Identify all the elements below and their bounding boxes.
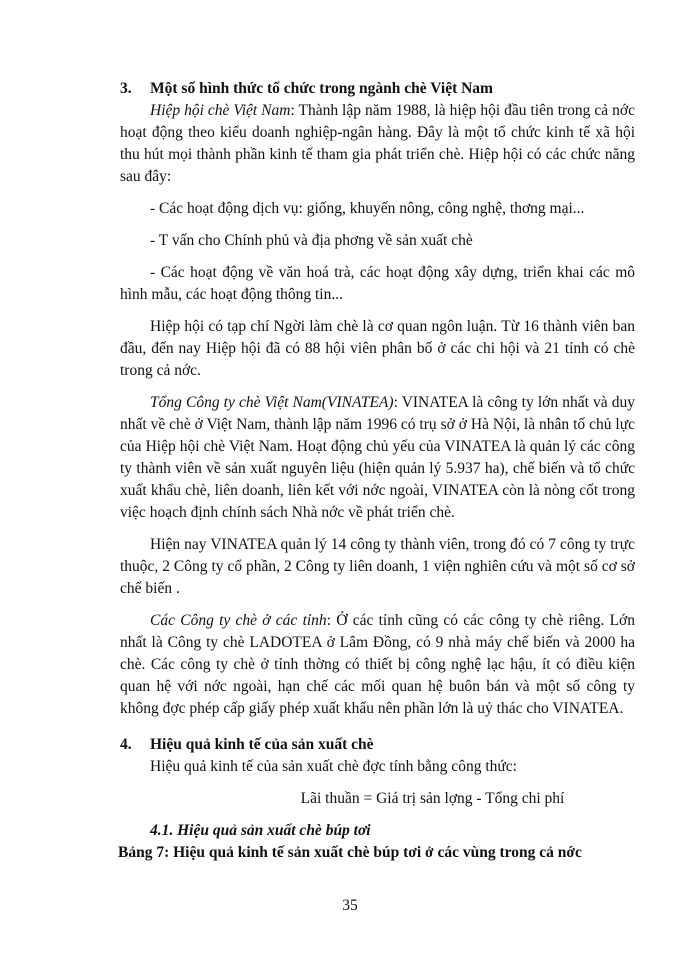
bullet-services: - Các hoạt động dịch vụ: giống, khuyến nông, công nghệ, thơng mại... xyxy=(150,200,585,217)
section-3-title: Một số hình thức tổ chức trong ngành chè Việt Nam xyxy=(150,80,493,97)
paragraph-formula-intro: Hiệu quả kinh tế của sản xuất chè đợc tính bằng công thức: xyxy=(150,758,517,775)
section-3-heading xyxy=(120,78,635,100)
paragraph-magazine: Hiệp hội có tạp chí Ngời làm chè là cơ quan ngôn luận. Từ 16 thành viên ban đầu, đến nay Hiệp hội đã có 88 hội viên phân bố ở các chi hội và 21 tỉnh có chè trong cả nớc. xyxy=(120,318,635,379)
paragraph-vinatea xyxy=(120,392,635,524)
paragraph-provincial-companies xyxy=(120,610,635,720)
paragraph-vietnam-tea-association xyxy=(120,100,635,188)
vinatea-lead: Tổng Công ty chè Việt Nam(VINATEA) xyxy=(150,394,394,411)
section-4-heading xyxy=(120,734,635,756)
provincial-companies-text: : Ở các tỉnh cũng có các công ty chè riêng. Lớn nhất là Công ty chè LADOTEA ở Lâm Đồng, có 9 nhà máy chế biến và 2000 ha chè. Các công ty chè ở tỉnh thờng có thiết bị công nghệ lạc hậu, ít có điều kiện quan hệ với nớc ngoài, hạn chế các mối quan hệ buôn bán và một số công ty không đợc phép cấp giấy phép xuất khẩu nên phần lớn là uỷ thác cho VINATEA. xyxy=(120,612,635,717)
vietnam-tea-association-text: : Thành lập năm 1988, là hiệp hội đầu tiên trong cả nớc hoạt động theo kiểu doanh nghiệp-ngân hàng. Đây là một tổ chức kinh tế xã hội thu hút mọi thành phần kinh tế tham gia phát triển chè. Hiệp hội có các chức năng sau đây: xyxy=(120,102,635,185)
bullet-advisory: - T vấn cho Chính phủ và địa phơng về sản xuất chè xyxy=(150,232,473,249)
paragraph-vinatea-members: Hiện nay VINATEA quản lý 14 công ty thành viên, trong đó có 7 công ty trực thuộc, 2 Công ty cổ phần, 2 Công ty liên doanh, 1 viện nghiên cứu và một số cơ sở chế biến . xyxy=(120,536,635,597)
section-4-title: Hiệu quả kinh tế của sản xuất chè xyxy=(150,736,374,753)
subsection-heading: 4.1. Hiệu quả sản xuất chè búp tơi xyxy=(150,822,371,839)
vietnam-tea-association-lead: Hiệp hội chè Việt Nam xyxy=(150,102,291,119)
section-4-number: 4. xyxy=(120,736,132,753)
bullet-culture: - Các hoạt động về văn hoá trà, các hoạt động xây dựng, triển khai các mô hình mẫu, các hoạt động thông tin... xyxy=(120,264,635,303)
provincial-companies-lead: Các Công ty chè ở các tỉnh xyxy=(150,612,327,629)
table-title: Bảng 7: Hiệu quả kinh tế sản xuất chè búp tơi ở các vùng trong cả nớc xyxy=(118,844,582,861)
section-3-number: 3. xyxy=(120,80,132,97)
document-page xyxy=(120,78,635,864)
page-number: 35 xyxy=(342,897,358,914)
formula: Lãi thuần = Giá trị sản lợng - Tổng chi phí xyxy=(300,790,565,807)
vinatea-text: : VINATEA là công ty lớn nhất và duy nhất về chè ở Việt Nam, thành lập năm 1996 có trụ sở ở Hà Nội, là nhân tố chủ lực của Hiệp hội chè Việt Nam. Hoạt động chủ yếu của VINATEA là quản lý các công ty thành viên về sản xuất nguyên liệu (hiện quản lý 5.937 ha), chế biến và tổ chức xuất khẩu chè, liên doanh, liên kết với nớc ngoài, VINATEA còn là nòng cốt trong việc hoạch định chính sách Nhà nớc về phát triển chè. xyxy=(120,394,635,521)
